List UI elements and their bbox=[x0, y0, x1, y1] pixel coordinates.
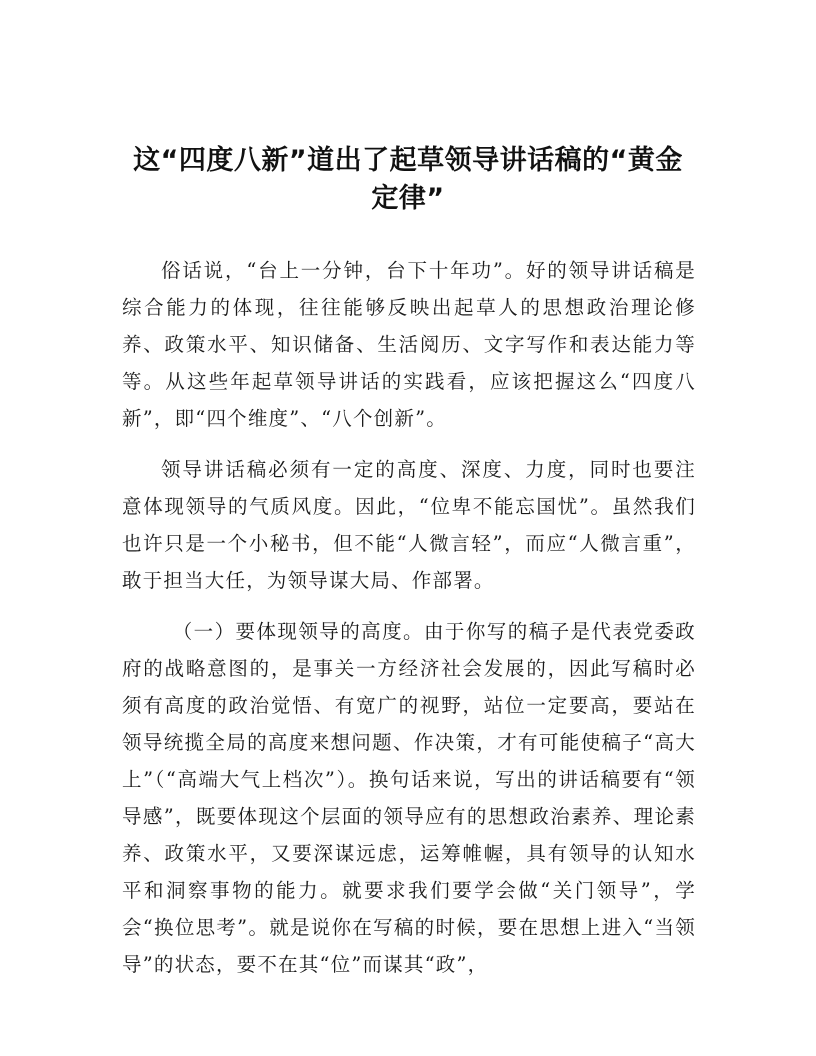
paragraph-four-dimensions: 领导讲话稿必须有一定的高度、深度、力度，同时也要注意体现领导的气质风度。因此，“位卑不能忘国忧”。虽然我们也许只是一个小秘书，但不能“人微言轻”，而应“人微言重”，敢于担当大任，为领导谋大局、作部署。 bbox=[122, 458, 696, 592]
paragraph-intro: 俗话说，“台上一分钟，台下十年功”。好的领导讲话稿是综合能力的体现，往往能够反映出起草人的思想政治理论修养、政策水平、知识储备、生活阅历、文字写作和表达能力等等。从这些年起草领导讲话的实践看，应该把握这么“四度八新”，即“四个维度”、“八个创新”。 bbox=[122, 259, 696, 430]
document-body bbox=[122, 252, 696, 997]
paragraph-section-one: （一）要体现领导的高度。由于你写的稿子是代表党委政府的战略意图的，是事关一方经济社会发展的，因此写稿时必须有高度的政治觉悟、有宽广的视野，站位一定要高，要站在领导统揽全局的高度来想问题、作决策，才有可能使稿子“高大上”（“高端大气上档次”）。换句话来说，写出的讲话稿要有“领导感”，既要体现这个层面的领导应有的思想政治素养、理论素养、政策水平，又要深谋远虑，运筹帷幄，具有领导的认知水平和洞察事物的能力。就要求我们要学会做“关门领导”，学会“换位思考”。就是说你在写稿的时候，要在思想上进入“当领导”的状态，要不在其“位”而谋其“政”， bbox=[122, 620, 696, 976]
document-title: 这“四度八新”道出了起草领导讲话稿的“黄金定律” bbox=[133, 145, 683, 214]
